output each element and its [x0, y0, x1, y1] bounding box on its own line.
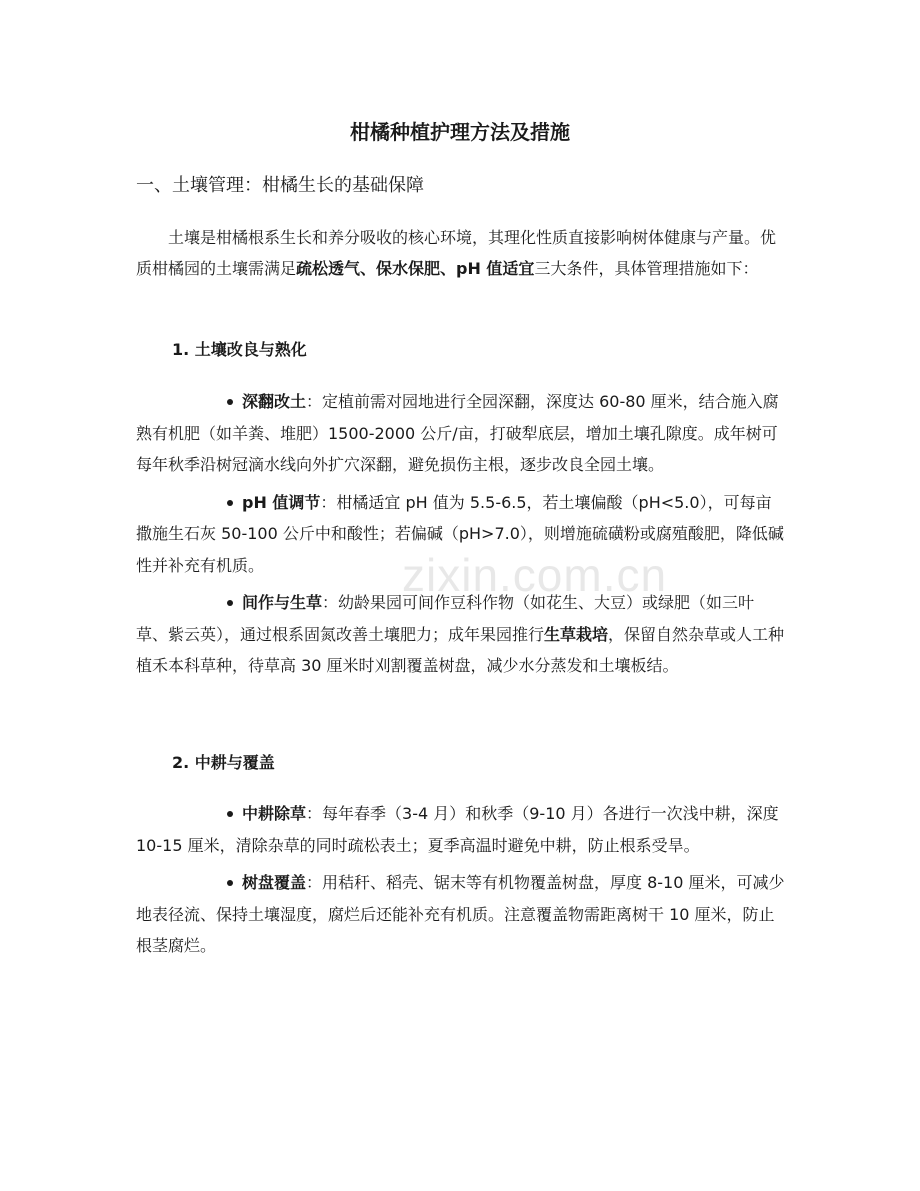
list-item-text: ：每年春季（3-4 月）和秋季（9-10 月）各进行一次浅中耕，深度 10-15 厘米，清除杂草的同时疏松表土；夏季高温时避免中耕，防止根系受旱。 [136, 804, 779, 855]
list-item-text: ：幼龄果园可间作豆科作物（如花生、大豆）或绿肥（如三叶草、紫云英），通过根系固氮改善土壤肥力；成年果园推行 [136, 593, 755, 644]
intro-paragraph [136, 222, 786, 284]
list-item-text: ：定植前需对园地进行全园深翻，深度达 60-80 厘米，结合施入腐熟有机肥（如羊粪、堆肥）1500-2000 公斤/亩，打破犁底层，增加土壤孔隙度。成年树可每年秋季沿树冠滴水线向外扩穴深翻，避免损伤主根，逐步改良全园土壤。 [136, 392, 779, 474]
list-item-deep-tillage [136, 386, 786, 481]
list-item-bold-term: 生草栽培 [544, 624, 609, 644]
intro-text-part2: 三大条件，具体管理措施如下： [534, 259, 759, 278]
document-title: 柑橘种植护理方法及措施 [350, 120, 570, 144]
bullet-dot-icon [227, 500, 233, 506]
bullet-dot-icon [227, 880, 233, 886]
bullet-dot-icon [227, 399, 233, 405]
list-item-text-continued: ，保留自然杂草或人工种植禾本科草种，待草高 30 厘米时刈割覆盖树盘，减少水分蒸发和土壤板结。 [136, 624, 785, 675]
bullet-dot-icon [227, 811, 233, 817]
list-item-label: 中耕除草 [242, 804, 307, 823]
bullet-list-soil-improvement [136, 386, 786, 688]
list-item-label: 树盘覆盖 [242, 873, 307, 892]
list-item-label: 深翻改土 [242, 392, 307, 411]
subsection-heading-soil-improvement: 1. 土壤改良与熟化 [172, 340, 307, 359]
list-item-tree-mulching [136, 867, 786, 962]
bullet-list-cultivation-mulching [136, 798, 786, 968]
list-item-intercropping [136, 587, 786, 682]
intro-bold-conditions: 疏松透气、保水保肥、pH 值适宜 [296, 259, 535, 278]
bullet-dot-icon [227, 600, 233, 606]
list-item-text: ：柑橘适宜 pH 值为 5.5-6.5，若土壤偏酸（pH<5.0），可每亩撒施生石灰 50-100 公斤中和酸性；若偏碱（pH>7.0），则增施硫磺粉或腐殖酸肥，降低碱性并补充有机质。 [136, 492, 784, 575]
list-item-ph-adjustment [136, 487, 786, 582]
list-item-text: ：用秸秆、稻壳、锯末等有机物覆盖树盘，厚度 8-10 厘米，可减少地表径流、保持土壤湿度，腐烂后还能补充有机质。注意覆盖物需距离树干 10 厘米，防止根茎腐烂。 [136, 873, 785, 955]
list-item-cultivation-weeding [136, 798, 786, 861]
list-item-label: pH 值调节 [242, 492, 321, 512]
list-item-label: 间作与生草 [242, 593, 323, 612]
subsection-heading-cultivation-mulching: 2. 中耕与覆盖 [172, 753, 275, 772]
section-heading-soil-management: 一、土壤管理：柑橘生长的基础保障 [136, 175, 424, 196]
watermark-text: zixin.com.cn [402, 549, 668, 601]
intro-text-part1: 土壤是柑橘根系生长和养分吸收的核心环境，其理化性质直接影响树体健康与产量。优质柑橘园的土壤需满足 [136, 228, 777, 278]
